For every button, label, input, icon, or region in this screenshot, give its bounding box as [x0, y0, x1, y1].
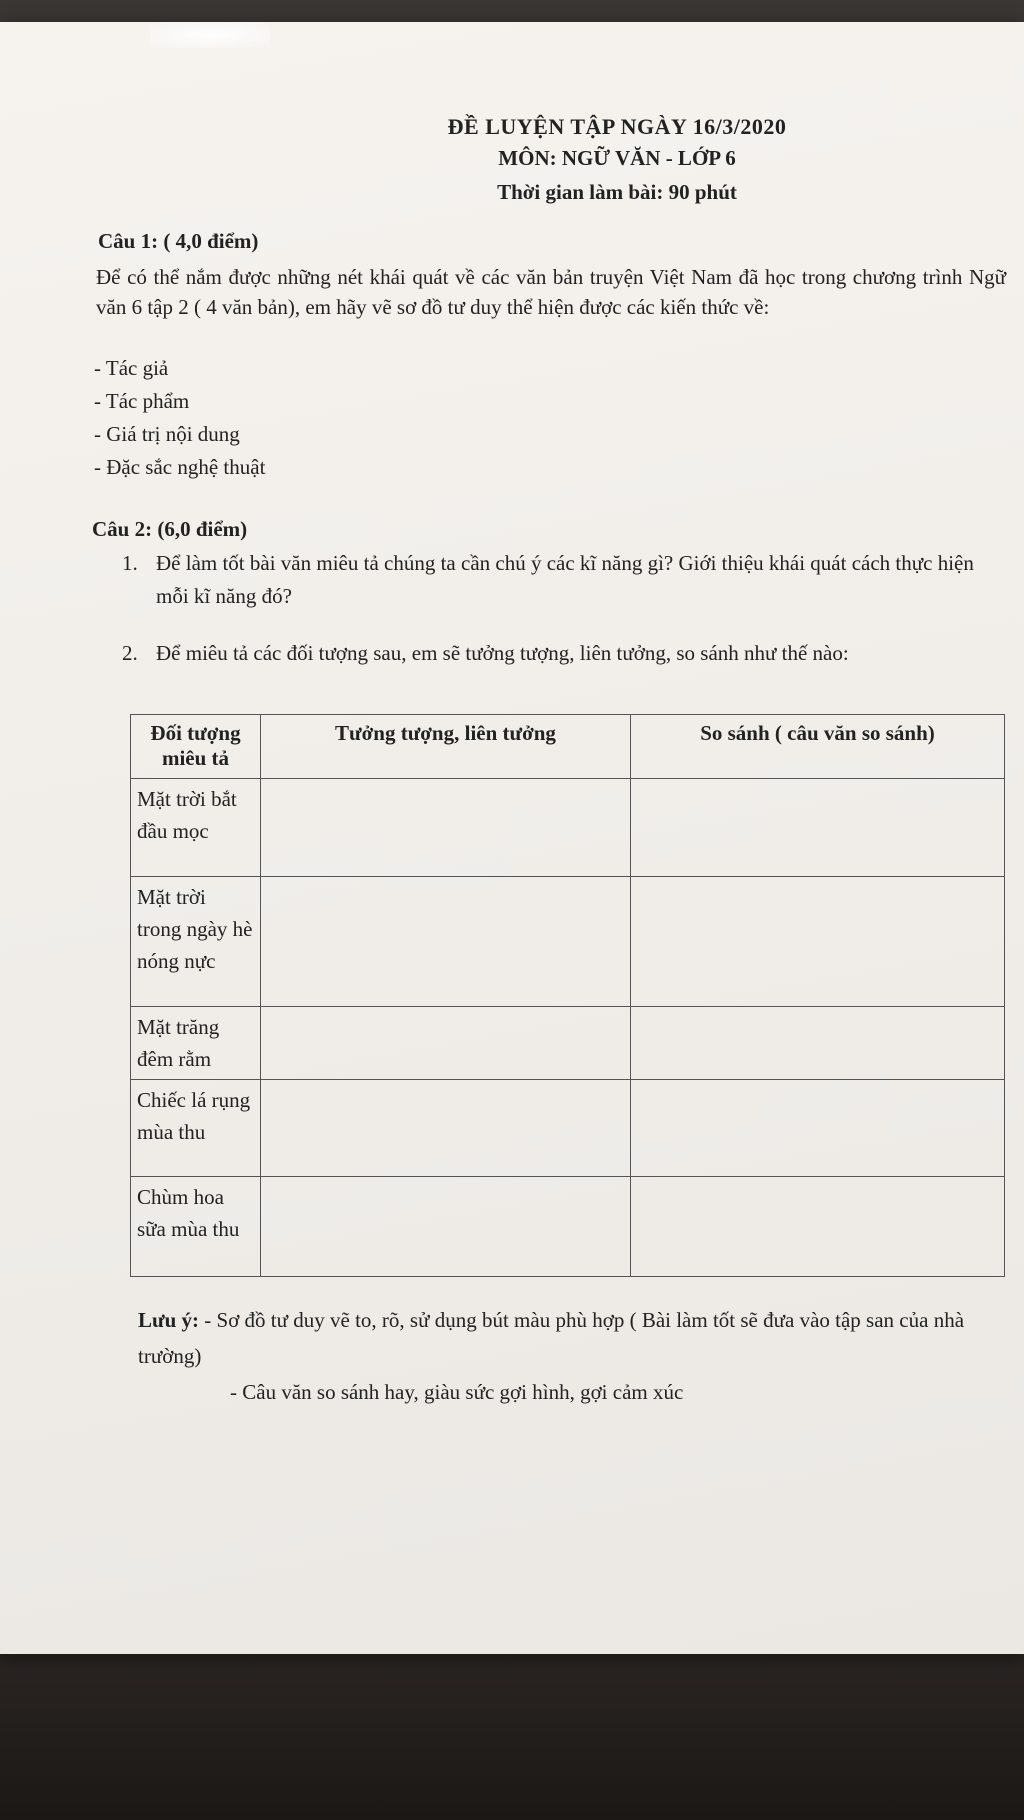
bullet-item: - Tác phẩm	[94, 389, 190, 413]
question-2-item-2	[122, 637, 1012, 707]
answer-cell	[631, 1177, 1005, 1277]
answer-cell	[261, 1007, 631, 1080]
answer-cell	[631, 779, 1005, 877]
description-table	[130, 714, 1005, 1277]
background-desk	[0, 1650, 1024, 1820]
row-object: Mặt trăng đêm rằm	[131, 1007, 261, 1080]
table-row	[131, 877, 1005, 1007]
exam-paper	[0, 22, 1024, 1654]
table-row	[131, 1007, 1005, 1080]
note-line-1: - Sơ đồ tư duy vẽ to, rõ, sử dụng bút màu phù hợp ( Bài làm tốt sẽ đưa vào tập san của nhà trường)	[138, 1308, 965, 1368]
row-object: Chùm hoa sữa mùa thu	[131, 1177, 261, 1277]
answer-cell	[631, 1080, 1005, 1177]
item-number: 2.	[122, 641, 138, 665]
row-object: Mặt trời bắt đầu mọc	[131, 779, 261, 877]
header-object: Đối tượng miêu tả	[131, 715, 261, 779]
row-object: Chiếc lá rụng mùa thu	[131, 1080, 261, 1177]
table-row	[131, 779, 1005, 877]
answer-cell	[261, 1177, 631, 1277]
note-line-2: - Câu văn so sánh hay, giàu sức gợi hình, gợi cảm xúc	[230, 1380, 684, 1404]
bullet-item: - Tác giả	[94, 356, 169, 380]
row-object: Mặt trời trong ngày hè nóng nực	[131, 877, 261, 1007]
item-text: Để miêu tả các đối tượng sau, em sẽ tưởng tượng, liên tưởng, so sánh như thế nào:	[156, 641, 849, 665]
question-2-item-1	[122, 547, 1012, 617]
answer-cell	[261, 1080, 631, 1177]
question-1-body: Để có thể nắm được những nét khái quát về các văn bản truyện Việt Nam đã học trong chương trình Ngữ văn 6 tập 2 ( 4 văn bản), em hãy vẽ sơ đồ tư duy thể hiện được các kiến thức về:	[96, 265, 1006, 319]
subject-line: MÔN: NGỮ VĂN - LỚP 6	[498, 146, 736, 170]
light-glare	[150, 22, 270, 48]
question-1-title: Câu 1: ( 4,0 điểm)	[98, 229, 259, 253]
bullet-item: - Giá trị nội dung	[94, 422, 240, 446]
table-row	[131, 1177, 1005, 1277]
table-header-row	[131, 715, 1005, 779]
note-label: Lưu ý:	[138, 1308, 200, 1332]
note	[138, 1302, 1008, 1374]
question-1-bullets	[94, 352, 265, 484]
bullet-item: - Đặc sắc nghệ thuật	[94, 455, 266, 479]
answer-cell	[631, 1007, 1005, 1080]
item-text: Để làm tốt bài văn miêu tả chúng ta cần chú ý các kĩ năng gì? Giới thiệu khái quát cách thực hiện mỗi kĩ năng đó?	[156, 551, 974, 608]
answer-cell	[261, 779, 631, 877]
question-2-title: Câu 2: (6,0 điểm)	[92, 517, 248, 541]
time-line: Thời gian làm bài: 90 phút	[497, 180, 737, 204]
header-imagination: Tưởng tượng, liên tưởng	[261, 715, 631, 779]
item-number: 1.	[122, 551, 138, 575]
exam-title: ĐỀ LUYỆN TẬP NGÀY 16/3/2020	[447, 114, 787, 139]
table-row	[131, 1080, 1005, 1177]
answer-cell	[261, 877, 631, 1007]
answer-cell	[631, 877, 1005, 1007]
header-comparison: So sánh ( câu văn so sánh)	[631, 715, 1005, 779]
